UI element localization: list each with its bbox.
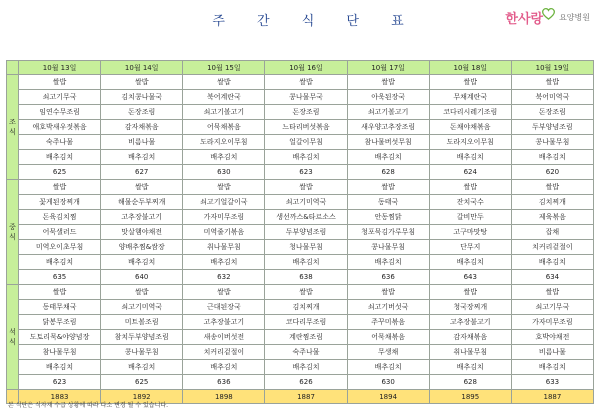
dish-cell: 가자미무조림 (511, 315, 593, 330)
meal-label (7, 180, 19, 285)
dish-cell: 숙주나물 (265, 345, 347, 360)
logo-subtitle: 요양병원 (559, 12, 590, 22)
rice-cell: 쌀밥 (19, 75, 101, 90)
dish-cell: 배추김치 (183, 360, 265, 375)
dish-cell: 배추김치 (511, 255, 593, 270)
dish-cell: 양배추찜&쌈장 (101, 240, 183, 255)
dish-cell: 쇠고기미역국 (101, 300, 183, 315)
dish-cell: 고추장불고기 (183, 315, 265, 330)
dish-cell: 배추김치 (429, 255, 511, 270)
dish-cell: 닭봉무조림 (19, 315, 101, 330)
dish-cell: 배추김치 (511, 360, 593, 375)
dish-cell: 배추김치 (183, 150, 265, 165)
day-header: 10월 14일 (101, 61, 183, 75)
dish-row (7, 120, 594, 135)
dish-cell: 배추김치 (19, 255, 101, 270)
calorie-cell: 632 (183, 270, 265, 285)
dish-cell: 돈장조림 (265, 105, 347, 120)
logo-name: 한사랑 (505, 11, 544, 27)
dish-cell: 미역줄기볶음 (183, 225, 265, 240)
rice-cell: 쌀밥 (101, 285, 183, 300)
dish-cell: 배추김치 (347, 360, 429, 375)
total-calories: 1895 (429, 390, 511, 404)
dish-row (7, 360, 594, 375)
dish-cell: 배추김치 (19, 150, 101, 165)
calorie-row (7, 375, 594, 390)
dish-cell: 계란찜조림 (265, 330, 347, 345)
dish-cell: 고추장불고기 (429, 315, 511, 330)
meal-label (7, 75, 19, 180)
dish-cell: 애호박새우젓볶음 (19, 120, 101, 135)
dish-cell: 얼갈이무침 (265, 135, 347, 150)
calorie-cell: 626 (265, 375, 347, 390)
calorie-cell: 635 (19, 270, 101, 285)
calorie-cell: 634 (511, 270, 593, 285)
meal-header-row (7, 75, 594, 90)
rice-cell: 쌀밥 (511, 75, 593, 90)
dish-cell: 쇠고기무국 (511, 300, 593, 315)
calorie-cell: 625 (19, 165, 101, 180)
dish-cell: 청나물무침 (265, 240, 347, 255)
dish-cell: 해물순두부찌개 (101, 195, 183, 210)
dish-row (7, 315, 594, 330)
dish-cell: 콩나물무침 (101, 345, 183, 360)
dish-cell: 배추김치 (511, 150, 593, 165)
dish-cell: 돈육김치찜 (19, 210, 101, 225)
total-calories: 1892 (101, 390, 183, 404)
dish-cell: 코다리시레기조림 (429, 105, 511, 120)
dish-cell: 잡채 (511, 225, 593, 240)
total-calories: 1887 (265, 390, 347, 404)
dish-cell: 주꾸미볶음 (347, 315, 429, 330)
dish-cell: 배추김치 (101, 360, 183, 375)
dish-cell: 무생채 (347, 345, 429, 360)
day-header: 10월 18일 (429, 61, 511, 75)
dish-cell: 감자채볶음 (429, 330, 511, 345)
dish-cell: 북어계란국 (183, 90, 265, 105)
dish-cell: 숙주나물 (19, 135, 101, 150)
dish-cell: 청포묵김가루무침 (347, 225, 429, 240)
dish-cell: 배추김치 (183, 255, 265, 270)
footnote: 본 식단은 식자재 수급 상황에 따라 다소 변경 될 수 있습니다. (8, 402, 169, 409)
dish-cell: 돈채야채볶음 (429, 120, 511, 135)
dish-cell: 느타리버섯볶음 (265, 120, 347, 135)
dish-cell: 단무지 (429, 240, 511, 255)
dish-cell: 도토리묵&야양념장 (19, 330, 101, 345)
dish-cell: 김치찌개 (511, 195, 593, 210)
rice-cell: 쌀밥 (347, 285, 429, 300)
dish-cell: 배추김치 (101, 150, 183, 165)
dish-cell: 참나물무침 (19, 345, 101, 360)
calorie-cell: 628 (429, 375, 511, 390)
dish-cell: 쇠고기볼고기 (347, 105, 429, 120)
dish-cell: 배추김치 (347, 150, 429, 165)
dish-row (7, 90, 594, 105)
rice-cell: 쌀밥 (183, 75, 265, 90)
rice-cell: 쌀밥 (347, 75, 429, 90)
dish-cell: 배추김치 (265, 360, 347, 375)
dish-row (7, 210, 594, 225)
calorie-cell: 630 (183, 165, 265, 180)
total-calories: 1894 (347, 390, 429, 404)
dish-cell: 배추김치 (101, 255, 183, 270)
dish-cell: 배추김치 (19, 360, 101, 375)
rice-cell: 쌀밥 (429, 75, 511, 90)
day-header: 10월 16일 (265, 61, 347, 75)
rice-cell: 쌀밥 (101, 180, 183, 195)
calorie-cell: 623 (19, 375, 101, 390)
dish-cell: 안동찜닭 (347, 210, 429, 225)
day-header: 10월 13일 (19, 61, 101, 75)
dish-cell: 호박야채전 (511, 330, 593, 345)
day-header-highlighted: 10월 19일 (511, 61, 593, 75)
dish-cell: 아욱된장국 (347, 90, 429, 105)
dish-cell: 근대된장국 (183, 300, 265, 315)
dish-cell: 도라지오이무침 (183, 135, 265, 150)
dish-cell: 취나물무침 (183, 240, 265, 255)
meal-header-row (7, 180, 594, 195)
dish-cell: 콩나물무침 (347, 240, 429, 255)
dish-cell: 쇠고기미역국 (265, 195, 347, 210)
dish-row (7, 105, 594, 120)
dish-cell: 김치콩나물국 (101, 90, 183, 105)
dish-cell: 돈장조림 (101, 105, 183, 120)
calorie-cell: 628 (347, 165, 429, 180)
dish-cell: 비름나물 (511, 345, 593, 360)
total-calories: 1883 (19, 390, 101, 404)
dish-cell: 콩나물무국 (265, 90, 347, 105)
calorie-cell: 625 (101, 375, 183, 390)
dish-cell: 어묵채볶음 (183, 120, 265, 135)
weekly-menu-table (6, 60, 594, 404)
meal-label-char: 석 (9, 328, 16, 336)
dish-cell: 참치두부양념조림 (101, 330, 183, 345)
dish-cell: 무채계란국 (429, 90, 511, 105)
day-header: 10월 15일 (183, 61, 265, 75)
day-header: 10월 17일 (347, 61, 429, 75)
dish-cell: 동태무채국 (19, 300, 101, 315)
dish-cell: 고구마맛탕 (429, 225, 511, 240)
dish-cell: 비름나물 (101, 135, 183, 150)
hospital-logo (505, 8, 590, 26)
meal-label-char: 중 (9, 223, 16, 231)
calorie-cell: 640 (101, 270, 183, 285)
calorie-row (7, 270, 594, 285)
rice-cell: 쌀밥 (19, 285, 101, 300)
dish-cell: 배추김치 (429, 360, 511, 375)
rice-cell: 쌀밥 (429, 180, 511, 195)
dish-row (7, 240, 594, 255)
dish-cell: 참나물버섯무침 (347, 135, 429, 150)
dish-cell: 청국장찌개 (429, 300, 511, 315)
dish-cell: 두부양념조림 (511, 120, 593, 135)
corner-cell (7, 61, 19, 75)
rice-cell: 쌀밥 (265, 180, 347, 195)
calorie-row (7, 165, 594, 180)
meal-label-char: 조 (9, 118, 16, 126)
calorie-cell: 624 (429, 165, 511, 180)
dish-cell: 배추김치 (429, 150, 511, 165)
calorie-cell: 623 (265, 165, 347, 180)
meal-header-row (7, 285, 594, 300)
dish-cell: 고추장불고기 (101, 210, 183, 225)
dish-cell: 콩나물무침 (511, 135, 593, 150)
rice-cell: 쌀밥 (183, 180, 265, 195)
dish-row (7, 345, 594, 360)
heart-icon (542, 8, 555, 21)
dish-cell: 쇠고기얼갈이국 (183, 195, 265, 210)
dish-row (7, 330, 594, 345)
meal-label-char: 식 (9, 233, 16, 241)
dish-row (7, 255, 594, 270)
dish-cell: 어묵채볶음 (347, 330, 429, 345)
meal-label-char: 식 (9, 338, 16, 346)
rice-cell: 쌀밥 (347, 180, 429, 195)
dish-cell: 감자채볶음 (101, 120, 183, 135)
rice-cell: 쌀밥 (265, 285, 347, 300)
calorie-cell: 620 (511, 165, 593, 180)
dish-cell: 도라지오이무침 (429, 135, 511, 150)
dish-cell: 코다리무조림 (265, 315, 347, 330)
calorie-cell: 636 (347, 270, 429, 285)
calorie-cell: 638 (265, 270, 347, 285)
dish-cell: 생선까스&타르소스 (265, 210, 347, 225)
dish-cell: 배추김치 (347, 255, 429, 270)
dish-row (7, 150, 594, 165)
total-calories: 1887 (511, 390, 593, 404)
dish-cell: 쇠고기버섯국 (347, 300, 429, 315)
rice-cell: 쌀밥 (429, 285, 511, 300)
dish-cell: 제육볶음 (511, 210, 593, 225)
rice-cell: 쌀밥 (511, 285, 593, 300)
calorie-cell: 630 (347, 375, 429, 390)
calorie-cell: 643 (429, 270, 511, 285)
rice-cell: 쌀밥 (265, 75, 347, 90)
dish-row (7, 225, 594, 240)
rice-cell: 쌀밥 (511, 180, 593, 195)
dish-cell: 갈비만두 (429, 210, 511, 225)
dish-cell: 새송이버섯전 (183, 330, 265, 345)
page-title: 주 간 식 단 표 (212, 14, 418, 29)
calorie-cell: 636 (183, 375, 265, 390)
dish-cell: 잔치국수 (429, 195, 511, 210)
dish-cell: 북어미역국 (511, 90, 593, 105)
meal-label-char: 식 (9, 128, 16, 136)
dish-cell: 동태국 (347, 195, 429, 210)
rice-cell: 쌀밥 (19, 180, 101, 195)
dish-cell: 치커리겉절이 (183, 345, 265, 360)
rice-cell: 쌀밥 (183, 285, 265, 300)
dish-cell: 새우양고추장조림 (347, 120, 429, 135)
dish-cell: 미트볼조림 (101, 315, 183, 330)
dish-cell: 어묵샐러드 (19, 225, 101, 240)
dish-cell: 쇠고기볼고기 (183, 105, 265, 120)
dish-cell: 돈장조림 (511, 105, 593, 120)
dish-cell: 치커리겉절이 (511, 240, 593, 255)
dish-cell: 맛살햄야채전 (101, 225, 183, 240)
dish-cell: 임연수무조림 (19, 105, 101, 120)
rice-cell: 쌀밥 (101, 75, 183, 90)
dish-row (7, 195, 594, 210)
dish-cell: 취나물무침 (429, 345, 511, 360)
calorie-cell: 627 (101, 165, 183, 180)
calorie-cell: 633 (511, 375, 593, 390)
total-calories: 1898 (183, 390, 265, 404)
meal-label (7, 285, 19, 390)
dish-cell: 가자미무조림 (183, 210, 265, 225)
dish-row (7, 135, 594, 150)
dish-cell: 김치찌개 (265, 300, 347, 315)
dish-cell: 배추김치 (265, 150, 347, 165)
dish-cell: 꽃게된장찌개 (19, 195, 101, 210)
dish-cell: 미역오이초무침 (19, 240, 101, 255)
dish-cell: 쇠고기무국 (19, 90, 101, 105)
day-header-row (7, 61, 594, 75)
dish-cell: 두부양념조림 (265, 225, 347, 240)
dish-cell: 배추김치 (265, 255, 347, 270)
dish-row (7, 300, 594, 315)
